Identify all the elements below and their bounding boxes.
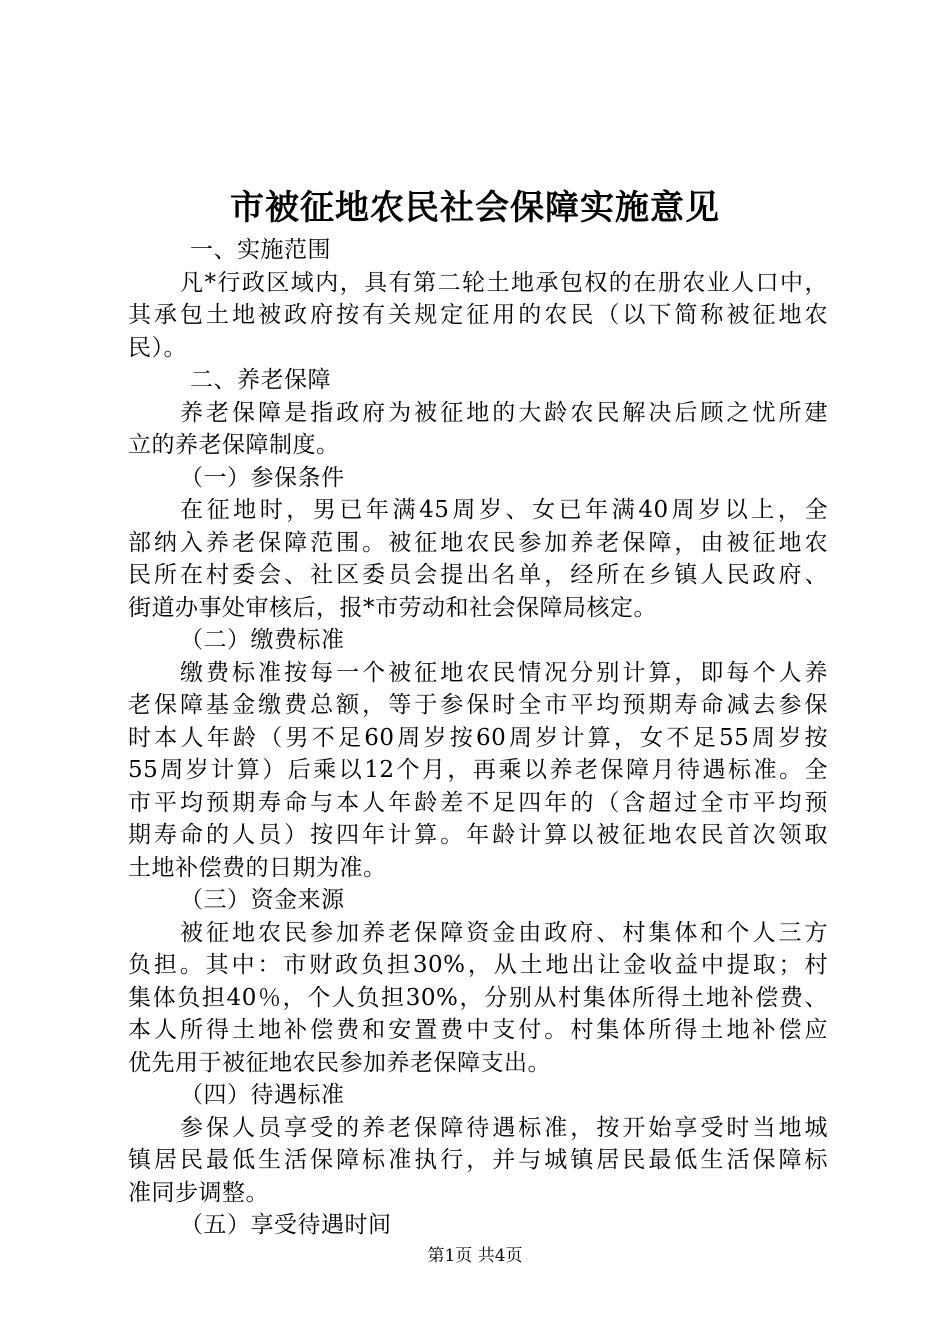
subsection-heading-timing: （五）享受待遇时间 bbox=[180, 1212, 392, 1238]
paragraph-line: 时本人年龄（男不足60周岁按60周岁计算，女不足55周岁按 bbox=[128, 724, 828, 751]
paragraph-line: 期寿命的人员）按四年计算。年龄计算以被征地农民首次领取 bbox=[128, 822, 828, 848]
paragraph-line: 部纳入养老保障范围。被征地农民参加养老保障，由被征地农 bbox=[128, 529, 828, 556]
paragraph-line: 参保人员享受的养老保障待遇标准，按开始享受时当地城 bbox=[180, 1114, 828, 1141]
paragraph-line: 集体负担40％，个人负担30%，分别从村集体所得土地补偿费、 bbox=[128, 984, 828, 1011]
section-heading-scope: 一、实施范围 bbox=[190, 237, 331, 263]
paragraph-line: 被征地农民参加养老保障资金由政府、村集体和个人三方 bbox=[180, 919, 828, 946]
paragraph-line: 优先用于被征地农民参加养老保障支出。 bbox=[128, 1049, 551, 1076]
paragraph-line: 镇居民最低生活保障标准执行，并与城镇居民最低生活保障标 bbox=[128, 1147, 828, 1173]
section-heading-pension: 二、养老保障 bbox=[190, 367, 331, 393]
paragraph-line: 本人所得土地补偿费和安置费中支付。村集体所得土地补偿应 bbox=[128, 1017, 828, 1043]
paragraph-line: 在征地时，男已年满45周岁、女已年满40周岁以上，全 bbox=[180, 497, 828, 523]
paragraph-line: 准同步调整。 bbox=[128, 1179, 269, 1206]
subsection-heading-conditions: （一）参保条件 bbox=[180, 464, 345, 491]
paragraph-line: 土地补偿费的日期为准。 bbox=[128, 854, 387, 881]
paragraph-line: 市平均预期寿命与本人年龄差不足四年的（含超过全市平均预 bbox=[128, 789, 828, 816]
paragraph-line: 民）。 bbox=[128, 334, 187, 361]
paragraph-line: 立的养老保障制度。 bbox=[128, 432, 340, 458]
paragraph-line: 老保障基金缴费总额，等于参保时全市平均预期寿命减去参保 bbox=[128, 692, 828, 718]
paragraph-line: 民所在村委会、社区委员会提出名单，经所在乡镇人民政府、 bbox=[128, 562, 828, 588]
paragraph-line: 其承包土地被政府按有关规定征用的农民（以下简称被征地农 bbox=[128, 302, 828, 328]
paragraph-line: 街道办事处审核后，报*市劳动和社会保障局核定。 bbox=[128, 594, 657, 621]
document-title: 市被征地农民社会保障实施意见 bbox=[230, 188, 720, 228]
paragraph-line: 缴费标准按每一个被征地农民情况分别计算，即每个人养 bbox=[180, 659, 828, 686]
document-body bbox=[128, 234, 828, 1242]
paragraph-line: 养老保障是指政府为被征地的大龄农民解决后顾之忧所建 bbox=[180, 399, 828, 426]
paragraph-line: 凡*行政区域内，具有第二轮土地承包权的在册农业人口中， bbox=[180, 269, 828, 296]
page-number-footer: 第1页 共4页 bbox=[427, 1246, 523, 1266]
subsection-heading-payment: （二）缴费标准 bbox=[180, 627, 345, 653]
paragraph-line: 负担。其中：市财政负担30%，从土地出让金收益中提取；村 bbox=[128, 952, 828, 978]
paragraph-line: 55周岁计算）后乘以12个月，再乘以养老保障月待遇标准。全 bbox=[128, 757, 828, 783]
subsection-heading-funding: （三）资金来源 bbox=[180, 887, 345, 913]
subsection-heading-benefits: （四）待遇标准 bbox=[180, 1082, 345, 1108]
